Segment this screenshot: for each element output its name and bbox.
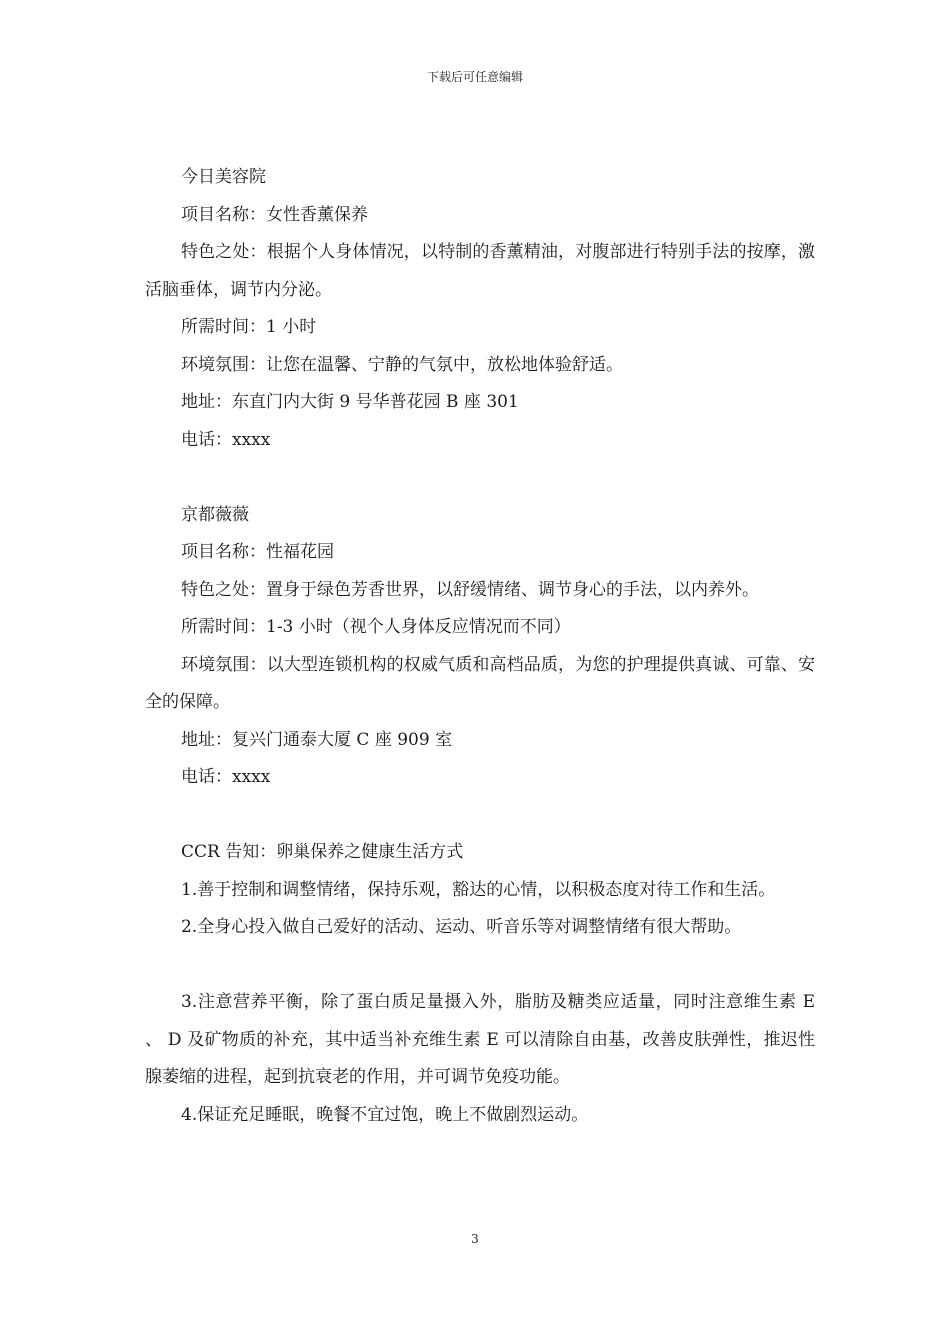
section-health-tips-continued	[145, 984, 815, 1134]
tip-item: 1.善于控制和调整情绪，保持乐观，豁达的心情，以积极态度对待工作和生活。	[181, 879, 776, 900]
feature-text: 特色之处：根据个人身体情况，以特制的香薰精油，对腹部进行特别手法的按摩，激活脑垂体，调节内分泌。	[145, 242, 815, 300]
section-salon-2	[145, 497, 815, 797]
section-salon-1	[145, 159, 815, 459]
page-number: 3	[471, 1232, 479, 1246]
phone-text: 电话：xxxx	[181, 429, 271, 450]
project-name: 项目名称：女性香薰保养	[181, 204, 368, 225]
tips-heading: CCR 告知：卵巢保养之健康生活方式	[181, 842, 464, 862]
tip-item: 2.全身心投入做自己爱好的活动、运动、听音乐等对调整情绪有很大帮助。	[181, 917, 742, 937]
duration-text: 所需时间：1-3 小时（视个人身体反应情况而不同）	[181, 617, 571, 637]
salon-name: 京都薇薇	[181, 504, 249, 525]
header-note: 下载后可任意编辑	[426, 70, 523, 84]
section-health-tips	[145, 834, 815, 947]
ambience-text: 环境氛围：以大型连锁机构的权威气质和高档品质，为您的护理提供真诚、可靠、安全的保障。	[145, 654, 815, 712]
duration-text: 所需时间：1 小时	[181, 317, 317, 337]
ambience-text: 环境氛围：让您在温馨、宁静的气氛中，放松地体验舒适。	[181, 354, 623, 375]
section-gap	[145, 459, 815, 497]
tip-item: 3.注意营养平衡，除了蛋白质足量摄入外，脂肪及糖类应适量，同时注意维生素 E 、 D 及矿物质的补充，其中适当补充维生素 E 可以清除自由基，改善皮肤弹性，推迟性腺萎缩的进程，起到抗衰老的作用，并可调节免疫功能。	[145, 992, 815, 1087]
salon-name: 今日美容院	[181, 167, 266, 187]
tip-item: 4.保证充足睡眠，晚餐不宜过饱，晚上不做剧烈运动。	[181, 1104, 589, 1125]
section-gap	[145, 797, 815, 835]
section-gap	[145, 947, 815, 985]
document-body	[145, 159, 815, 1134]
address-text: 地址：东直门内大街 9 号华普花园 B 座 301	[181, 392, 519, 412]
feature-text: 特色之处：置身于绿色芳香世界，以舒缓情绪、调节身心的手法，以内养外。	[181, 579, 759, 600]
project-name: 项目名称：性福花园	[181, 542, 334, 562]
address-text: 地址：复兴门通泰大厦 C 座 909 室	[181, 729, 453, 750]
phone-text: 电话：xxxx	[181, 767, 271, 787]
